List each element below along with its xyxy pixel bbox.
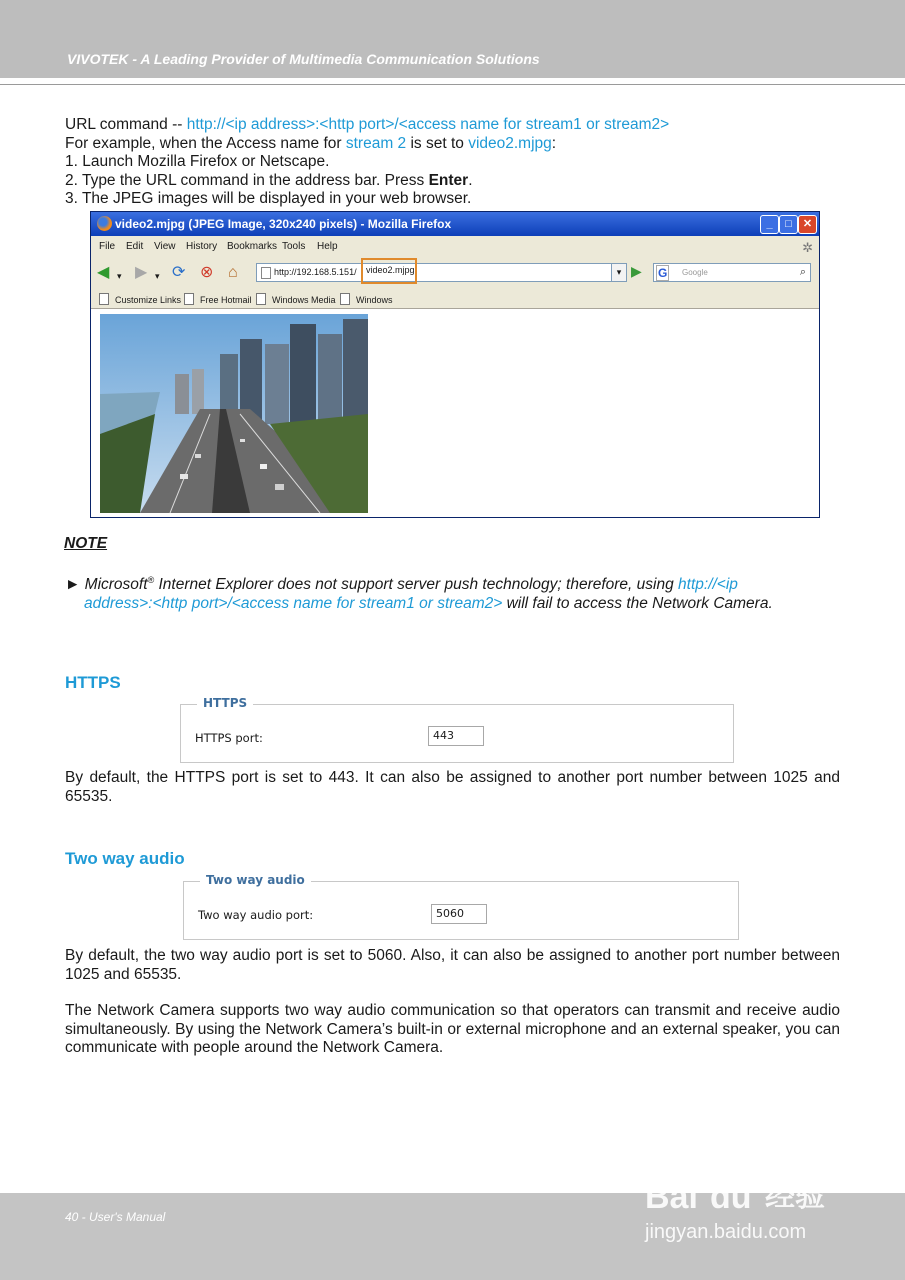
access-name-link: video2.mjpg (468, 134, 552, 152)
note-second-line (65, 594, 840, 613)
bullet-arrow-icon: ► (65, 576, 81, 594)
menu-edit[interactable]: Edit (126, 241, 144, 252)
note-text-middle: Internet Explorer does not support server push technology; therefore, using (154, 576, 679, 594)
step-2-suffix: . (468, 171, 473, 189)
url-command-label: URL command -- (65, 116, 187, 133)
menu-help[interactable]: Help (317, 241, 338, 252)
step-3: 3. The JPEG images will be displayed in your web browser. (65, 190, 472, 207)
two-way-audio-port-input[interactable]: 5060 (431, 904, 487, 924)
svg-text:经验: 经验 (765, 1179, 825, 1214)
step-1: 1. Launch Mozilla Firefox or Netscape. (65, 153, 330, 170)
bookmarks-toolbar (91, 288, 819, 309)
menu-history[interactable]: History (186, 241, 218, 252)
example-line (65, 135, 840, 154)
search-icon[interactable]: ⌕ (799, 266, 806, 278)
note-text-start: Microsoft (84, 576, 148, 594)
https-description: By default, the HTTPS port is set to 443. It can also be assigned to another port number between 1025 and 65535. (65, 769, 840, 805)
https-port-label: HTTPS port: (195, 731, 263, 745)
note-title: NOTE (64, 535, 108, 552)
registered-mark: ® (147, 575, 155, 585)
forward-dropdown-icon[interactable]: ▾ (155, 271, 160, 281)
https-port-input[interactable]: 443 (428, 726, 484, 746)
throbber-icon: ✲ (802, 240, 813, 255)
two-way-audio-paragraph: The Network Camera supports two way audio communication so that operators can transmit and receive audio simultaneously. By using the Network Camera’s built-in or external microphone and an external speaker, you can communicate with people around the Network Camera. (65, 1002, 840, 1056)
menu-file[interactable]: File (99, 241, 116, 252)
example-suffix: : (551, 134, 557, 152)
note-body (65, 571, 840, 613)
search-placeholder: Google (682, 268, 708, 277)
note-url-part2: address>:<http port>/<access name for stream1 or stream2> (84, 595, 503, 613)
menu-bookmarks[interactable]: Bookmarks (227, 241, 278, 252)
google-icon: G (658, 266, 668, 280)
baidu-watermark-logo (640, 1150, 860, 1250)
two-way-audio-heading: Two way audio (65, 849, 185, 868)
url-dropdown-icon[interactable]: ▾ (611, 263, 627, 282)
https-heading: HTTPS (65, 673, 121, 692)
url-highlight-box (361, 258, 417, 284)
note-text-end: will fail to access the Network Camera. (502, 595, 773, 613)
https-fieldset (180, 696, 734, 763)
bookmark-windows-media[interactable]: Windows Media (256, 293, 336, 305)
example-prefix: For example, when the Access name for (65, 134, 346, 152)
header-title: VIVOTEK - A Leading Provider of Multimedia Communication Solutions (67, 51, 540, 67)
svg-text:du: du (710, 1178, 752, 1216)
back-dropdown-icon[interactable]: ▾ (117, 271, 122, 281)
two-way-audio-port-label: Two way audio port: (198, 908, 314, 922)
url-prefix: http://192.168.5.151/ (274, 267, 357, 277)
two-way-audio-description: By default, the two way audio port is set to 5060. Also, it can also be assigned to another port number between 1025 and 65535. (65, 947, 840, 983)
stream-link: stream 2 (345, 134, 407, 152)
forward-icon[interactable]: ▶ (135, 264, 148, 281)
menu-tools[interactable]: Tools (282, 241, 306, 252)
back-icon[interactable]: ◀ (97, 264, 110, 281)
url-command-line (65, 116, 840, 135)
browser-titlebar (91, 212, 819, 236)
svg-text:Bai: Bai (645, 1178, 698, 1216)
search-box[interactable] (653, 263, 811, 282)
close-icon[interactable]: ✕ (798, 215, 817, 234)
url-highlight-text: video2.mjpg (366, 265, 415, 275)
browser-title: video2.mjpg (JPEG Image, 320x240 pixels) - Mozilla Firefox (115, 217, 452, 231)
browser-window (90, 211, 820, 518)
go-icon[interactable]: ▶ (631, 263, 642, 279)
bookmark-free-hotmail[interactable]: Free Hotmail (184, 293, 252, 305)
navigation-toolbar (91, 258, 819, 288)
bookmark-customize-links[interactable]: Customize Links (99, 293, 181, 305)
stop-icon[interactable]: ⊗ (200, 264, 214, 281)
page-icon (261, 267, 271, 279)
reload-icon[interactable]: ⟳ (172, 264, 186, 281)
maximize-icon[interactable]: □ (779, 215, 798, 234)
step-2-text: 2. Type the URL command in the address bar. Press (65, 171, 429, 189)
address-bar[interactable] (256, 263, 626, 282)
firefox-icon (97, 216, 112, 231)
example-mid: is set to (406, 134, 469, 152)
svg-text:jingyan.baidu.com: jingyan.baidu.com (645, 1221, 807, 1243)
minimize-icon[interactable]: _ (760, 215, 779, 234)
intro-block (65, 116, 840, 209)
note-url-part1: http://<ip (678, 576, 738, 594)
step-2 (65, 172, 840, 191)
camera-jpeg-image (100, 314, 368, 513)
https-legend: HTTPS (197, 696, 253, 710)
two-way-audio-legend: Two way audio (200, 873, 311, 887)
home-icon[interactable]: ⌂ (228, 264, 238, 281)
enter-key-label: Enter (428, 171, 469, 189)
menu-view[interactable]: View (154, 241, 176, 252)
two-way-audio-fieldset (183, 873, 739, 940)
header-divider (0, 84, 905, 85)
bookmark-windows[interactable]: Windows (340, 293, 393, 305)
url-command-syntax: http://<ip address>:<http port>/<access name for stream1 or stream2> (186, 116, 670, 133)
menu-bar (91, 236, 819, 258)
footer-page-label: 40 - User's Manual (65, 1210, 166, 1224)
